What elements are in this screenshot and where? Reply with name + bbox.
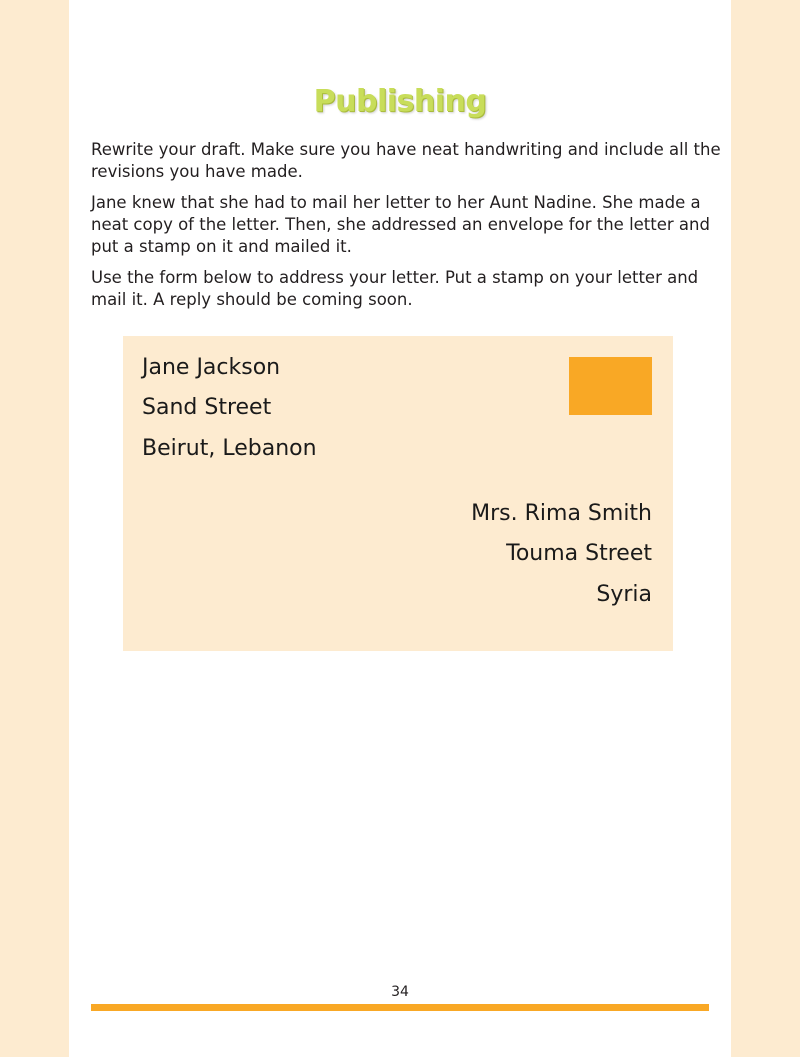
page-title: Publishing	[313, 84, 487, 119]
page-number: 34	[391, 984, 409, 1000]
page	[69, 0, 731, 1057]
footer-bar	[91, 1004, 709, 1011]
paragraph-story: Jane knew that she had to mail her letter to her Aunt Nadine. She made a neat copy of the letter. Then, she addressed an envelope for the letter and put a stamp on it and mailed it.	[91, 193, 710, 256]
paragraph-instructions: Use the form below to address your letter. Put a stamp on your letter and mail it. A reply should be coming soon.	[91, 268, 699, 309]
recipient-name: Mrs. Rima Smith	[471, 501, 652, 526]
envelope-form	[123, 336, 673, 651]
stamp	[569, 357, 652, 415]
sender-city: Beirut, Lebanon	[142, 436, 317, 461]
recipient-country: Syria	[596, 582, 652, 607]
sender-street: Sand Street	[142, 395, 272, 420]
recipient-street: Touma Street	[506, 541, 652, 566]
sender-name: Jane Jackson	[142, 355, 281, 380]
paragraph-rewrite: Rewrite your draft. Make sure you have neat handwriting and include all the revisions you have made.	[91, 140, 721, 181]
